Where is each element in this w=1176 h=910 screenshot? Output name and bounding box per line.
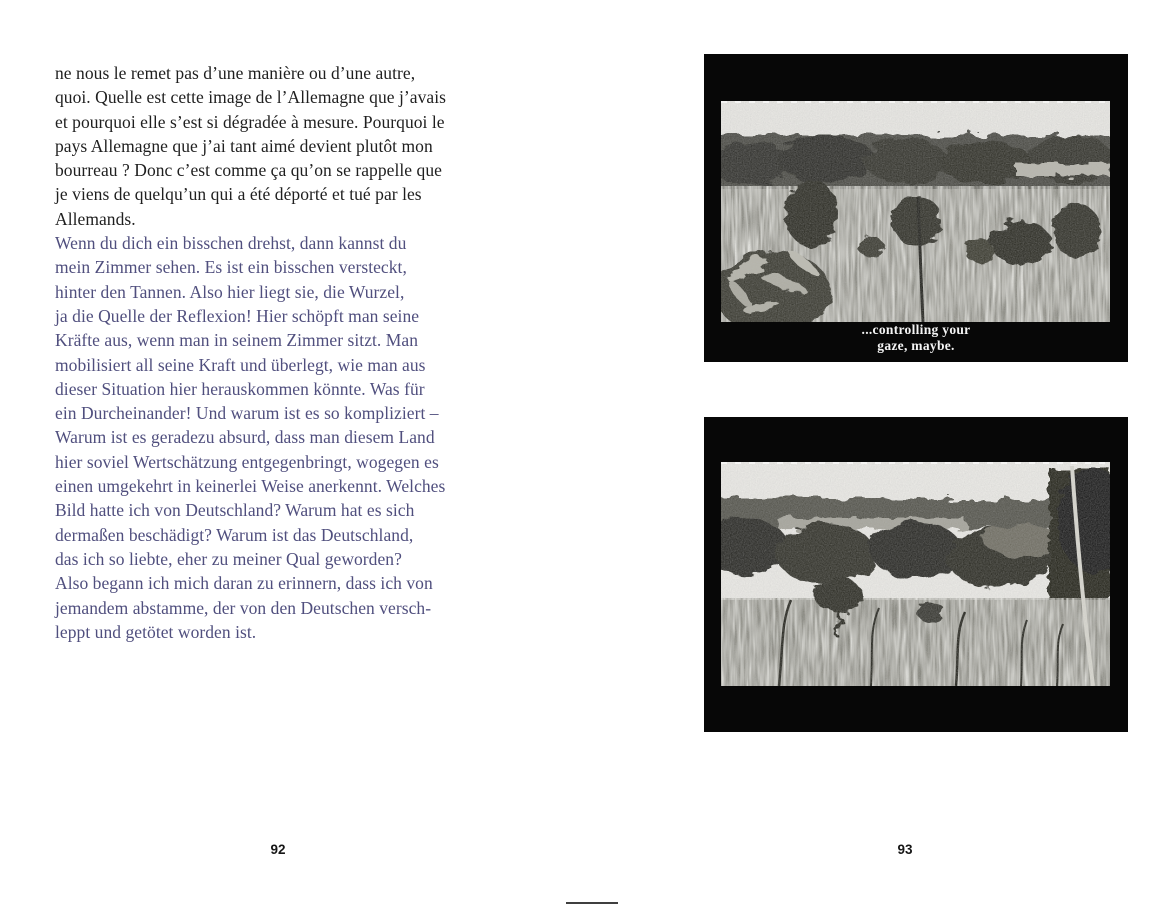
page-number-right: 93 <box>897 842 913 857</box>
text-line: das ich so liebte, eher zu meiner Qual geworden? <box>55 548 402 569</box>
photo-bush <box>721 462 1110 686</box>
photo-savanna-image <box>721 101 1110 322</box>
footer-rule <box>566 902 618 904</box>
text-line: pays Allemagne que j’ai tant aimé devient plutôt mon <box>55 135 433 156</box>
text-line: hinter den Tannen. Also hier liegt sie, die Wurzel, <box>55 281 405 302</box>
text-line: dermaßen beschädigt? Warum ist das Deutschland, <box>55 524 414 545</box>
body-text <box>55 61 505 644</box>
text-line: einen umgekehrt in keinerlei Weise anerkennt. Welches <box>55 476 446 497</box>
text-line: hier soviel Wertschätzung entgegenbringt, wogegen es <box>55 451 439 472</box>
text-line: Bild hatte ich von Deutschland? Warum hat es sich <box>55 500 415 521</box>
text-line: jemandem abstamme, der von den Deutschen versch- <box>55 597 432 618</box>
text-line: leppt und getötet worden ist. <box>55 621 257 642</box>
text-line: ne nous le remet pas d’une manière ou d’une autre, <box>55 63 416 83</box>
text-line: Wenn du dich ein bisschen drehst, dann kannst du <box>55 233 407 254</box>
photo-savanna <box>721 101 1110 322</box>
text-line: mein Zimmer sehen. Es ist ein bisschen versteckt, <box>55 257 407 278</box>
text-line: Also begann ich mich daran zu erinnern, dass ich von <box>55 573 433 594</box>
paragraph-german <box>55 231 505 644</box>
film-still-1 <box>704 54 1128 362</box>
subtitle-line: ...controlling your <box>861 322 971 337</box>
text-line: ein Durcheinander! Und warum ist es so kompliziert – <box>55 403 439 424</box>
photo-bush-image <box>721 462 1110 686</box>
text-line: quoi. Quelle est cette image de l’Allemagne que j’avais <box>55 87 447 108</box>
page-number-left: 92 <box>270 842 286 857</box>
text-line: Allemands. <box>55 208 136 229</box>
text-line: ja die Quelle der Reflexion! Hier schöpft man seine <box>55 305 420 326</box>
text-line: mobilisiert all seine Kraft und überlegt, wie man aus <box>55 354 426 375</box>
subtitle-line: gaze, maybe. <box>877 338 955 353</box>
film-still-2 <box>704 417 1128 732</box>
paragraph-french <box>55 61 505 231</box>
text-line: Warum ist es geradezu absurd, dass man diesem Land <box>55 427 435 448</box>
text-line: dieser Situation hier herauskommen könnte. Was für <box>55 378 425 399</box>
text-line: je viens de quelqu’un qui a été déporté et tué par les <box>55 184 422 205</box>
subtitle-caption <box>704 322 1128 354</box>
text-line: bourreau ? Donc c’est comme ça qu’on se rappelle que <box>55 160 442 181</box>
text-line: et pourquoi elle s’est si dégradée à mesure. Pourquoi le <box>55 111 445 132</box>
text-line: Kräfte aus, wenn man in seinem Zimmer sitzt. Man <box>55 330 418 351</box>
